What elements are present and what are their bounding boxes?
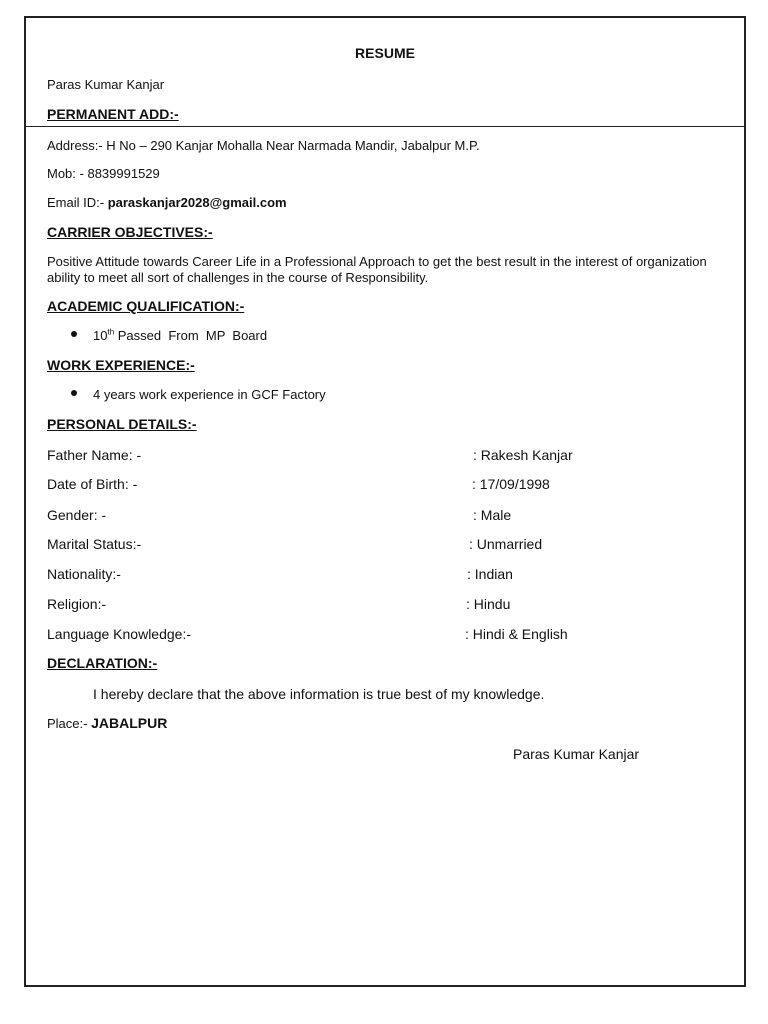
place-label: Place:- [47,716,88,731]
academic-grade-suffix: th [107,327,115,337]
address-label: Address:- [47,138,103,153]
nationality-value: : Indian [467,566,513,582]
permanent-address-heading: PERMANENT ADD:- [47,106,179,122]
objective-heading: CARRIER OBJECTIVES:- [47,224,213,240]
language-value: : Hindi & English [465,626,568,642]
father-name-label: Father Name: - [47,447,142,463]
mobile-value: 8839991529 [87,166,160,181]
gender-value: : Male [473,507,512,523]
address-line [47,138,480,154]
address-value: H No – 290 Kanjar Mohalla Near Narmada Mandir, Jabalpur M.P. [106,138,480,153]
place-line [47,715,167,732]
academic-heading: ACADEMIC QUALIFICATION:- [47,298,245,314]
academic-grade: 10 [93,328,108,343]
language-label: Language Knowledge:- [47,626,192,642]
place-value: JABALPUR [91,715,168,731]
email-line [47,195,287,211]
declaration-heading: DECLARATION:- [47,655,158,671]
email-value: paraskanjar2028@gmail.com [107,195,287,210]
objective-text: Positive Attitude towards Career Life in a Professional Approach to get the best result in the interest of organization ability to meet all sort of challenges in the course of Responsibility. [47,254,707,285]
academic-item [93,328,267,344]
work-heading: WORK EXPERIENCE:- [47,357,195,373]
email-label: Email ID:- [47,195,105,210]
bullet-icon [71,331,77,337]
resume-page [24,16,746,987]
father-name-value: : Rakesh Kanjar [473,447,573,463]
gender-label: Gender: - [47,507,107,523]
dob-value: : 17/09/1998 [472,476,550,492]
personal-heading: PERSONAL DETAILS:- [47,416,197,432]
nationality-label: Nationality:- [47,566,121,582]
header-divider [26,126,744,127]
signature-name: Paras Kumar Kanjar [513,746,640,762]
candidate-name: Paras Kumar Kanjar [47,77,165,92]
religion-label: Religion:- [47,596,107,612]
work-item: 4 years work experience in GCF Factory [93,387,326,402]
dob-label: Date of Birth: - [47,476,138,492]
marital-status-value: : Unmarried [469,536,543,552]
religion-value: : Hindu [466,596,511,612]
resume-title: RESUME [355,45,415,61]
academic-detail: Passed From MP Board [117,328,268,343]
declaration-text: I hereby declare that the above information is true best of my knowledge. [93,686,545,702]
mobile-line [47,166,160,182]
mobile-label: Mob: - [47,166,84,181]
bullet-icon [71,390,77,396]
marital-status-label: Marital Status:- [47,536,142,552]
